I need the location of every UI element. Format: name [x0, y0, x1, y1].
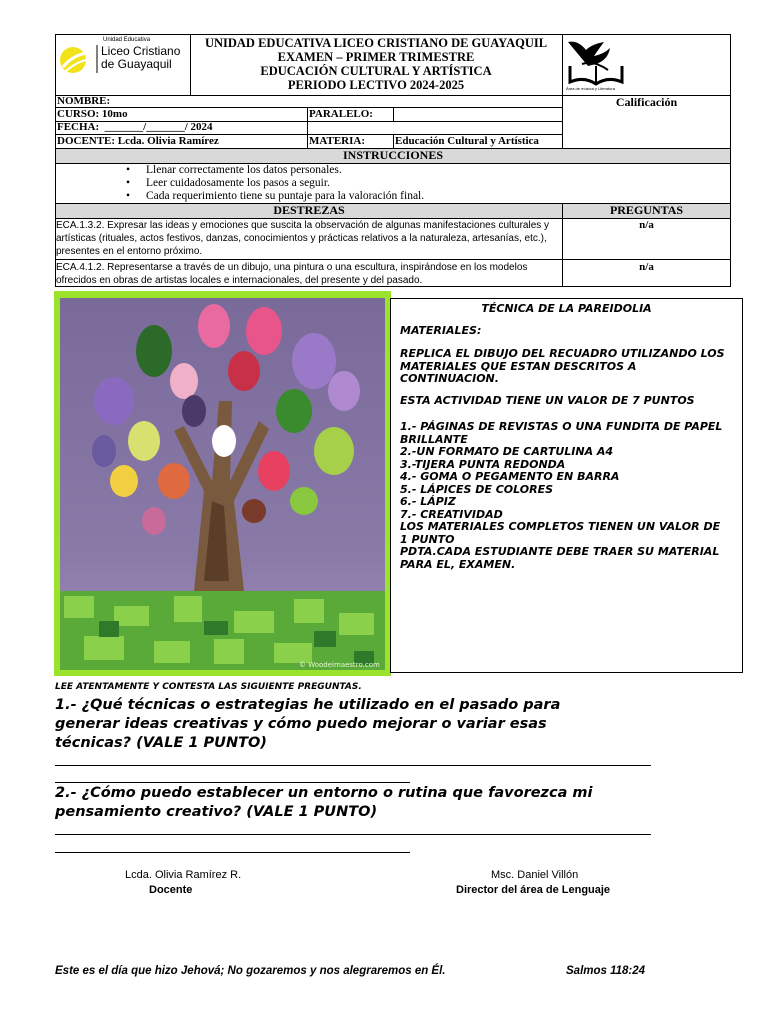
list-item: • Leer cuidadosamente los pasos a seguir. — [126, 177, 330, 189]
area-logo — [564, 36, 628, 92]
list-item: 2.-UN FORMATO DE CARTULINA A4 — [400, 445, 614, 458]
list-item: LOS MATERIALES COMPLETOS TIENEN UN VALOR DE 1 PUNTO — [400, 520, 721, 546]
footer-verse: Este es el día que hizo Jehová; No gozaremos y nos alegraremos en Él. — [55, 965, 446, 977]
list-item: 6.- LÁPIZ — [400, 495, 456, 508]
activity-instruction: REPLICA EL DIBUJO DEL RECUADRO UTILIZANDO LOS MATERIALES QUE ESTAN DESCRITOS A CONTINUACION. — [400, 347, 725, 385]
logo-line2: de Guayaquil — [101, 57, 172, 71]
footer-reference: Salmos 118:24 — [566, 965, 646, 977]
answer-line[interactable] — [55, 765, 651, 766]
list-item: 1.- PÁGINAS DE REVISTAS O UNA FUNDITA DE PAPEL BRILLANTE — [400, 420, 723, 446]
nombre-label: NOMBRE: — [57, 95, 111, 107]
exam-title — [190, 36, 562, 92]
instructions-list — [126, 164, 424, 203]
answer-line[interactable] — [55, 852, 410, 853]
dove-book-icon — [564, 36, 628, 92]
signature-right-name: Msc. Daniel Villón — [491, 869, 579, 881]
answer-line[interactable] — [55, 782, 410, 783]
image-watermark: © Woodeimaestro.com — [299, 661, 380, 669]
materia-value: Educación Cultural y Artística — [395, 135, 539, 147]
materials-label: MATERIALES: — [400, 324, 482, 337]
title-line: EXAMEN – PRIMER TRIMESTRE — [277, 50, 475, 64]
instructions-title: INSTRUCCIONES — [56, 149, 730, 164]
logo-sun-icon — [60, 47, 86, 73]
materia-label: MATERIA: — [309, 135, 366, 147]
list-item: 4.- GOMA O PEGAMENTO EN BARRA — [400, 470, 620, 483]
school-logo — [57, 37, 187, 93]
skill-row-2-value: n/a — [639, 261, 654, 273]
fecha-field[interactable]: FECHA: _______/_______/ 2024 — [57, 121, 213, 133]
list-item: 3.-TIJERA PUNTA REDONDA — [400, 457, 566, 471]
activity-value: ESTA ACTIVIDAD TIENE UN VALOR DE 7 PUNTOS — [400, 394, 695, 407]
title-line: PERIODO LECTIVO 2024-2025 — [287, 78, 465, 92]
logo-top-text: Unidad Educativa — [103, 37, 151, 43]
materials-list — [400, 421, 730, 571]
list-item: 5.- LÁPICES DE COLORES — [400, 482, 554, 496]
list-item: • Llenar correctamente los datos personales. — [126, 164, 342, 176]
docente-label: DOCENTE: Lcda. Olivia Ramírez — [57, 135, 219, 147]
questions-header: PREGUNTAS — [609, 203, 684, 217]
calificacion-label: Calificación — [615, 95, 678, 109]
question-2: 2.- ¿Cómo puedo establecer un entorno o rutina que favorezca mi pensamiento creativo? (VALE 1 PUNTO) — [55, 785, 593, 820]
collage-tree-image — [54, 291, 391, 676]
signature-right-role: Director del área de Lenguaje — [456, 884, 611, 896]
list-item: • Cada requerimiento tiene su puntaje para la valoración final. — [126, 190, 425, 202]
activity-title: TÉCNICA DE LA PAREIDOLIA — [481, 302, 652, 315]
paralelo-label: PARALELO: — [309, 108, 373, 120]
title-line: UNIDAD EDUCATIVA LICEO CRISTIANO DE GUAYAQUIL — [204, 36, 548, 50]
signature-left-name: Lcda. Olivia Ramírez R. — [125, 869, 242, 881]
title-line: EDUCACIÓN CULTURAL Y ARTÍSTICA — [260, 64, 492, 78]
question-1: 1.- ¿Qué técnicas o estrategias he utilizado en el pasado para generar ideas creativas y cómo puedo mejorar o variar esas técnicas? (VALE 1 PUNTO) — [55, 697, 561, 751]
answer-line[interactable] — [55, 834, 651, 835]
signature-left-role: Docente — [149, 884, 193, 896]
curso-label: CURSO: 10mo — [57, 108, 128, 120]
list-item: PDTA.CADA ESTUDIANTE DEBE TRAER SU MATERIAL PARA EL, EXAMEN. — [400, 545, 720, 571]
logo-line1: Liceo Cristiano — [101, 44, 181, 58]
list-item: 7.- CREATIVIDAD — [400, 507, 503, 521]
skills-header: DESTREZAS — [273, 203, 345, 217]
skill-row-1-value: n/a — [639, 219, 654, 231]
skill-row-2: ECA.4.1.2. Representarse a través de un dibujo, una pintura o una escultura, inspirándose en los modelos ofrecidos en obras de artistas locales e internacionales, del presente y del pasado. — [56, 262, 528, 286]
skill-row-1: ECA.1.3.2. Expresar las ideas y emociones que suscita la observación de algunas manifestaciones culturales y artísticas (rituales, actos festivos, danzas, conocimientos y prácticas relativos a la naturaleza, artesanías, etc.), presentes en el entorno próximo. — [56, 220, 550, 257]
area-logo-caption: Área de música y Literatura — [566, 86, 615, 91]
questions-intro: LEE ATENTAMENTE Y CONTESTA LAS SIGUIENTE PREGUNTAS. — [55, 682, 362, 692]
